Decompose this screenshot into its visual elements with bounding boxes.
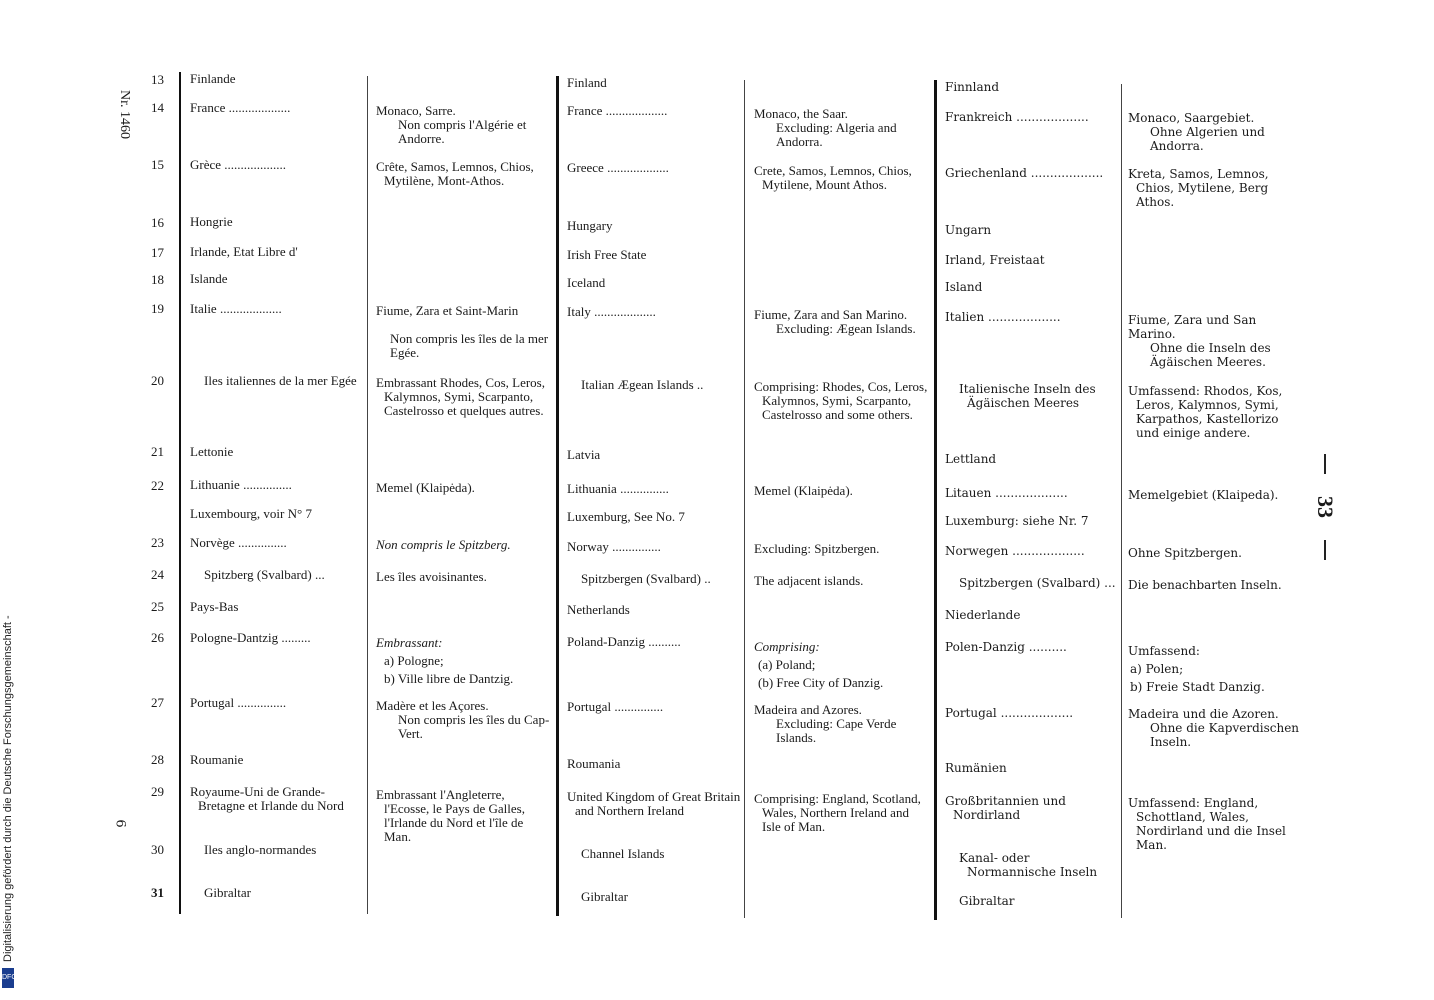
country-en: Iceland xyxy=(567,275,606,290)
row-number: 19 xyxy=(151,301,164,316)
note-fr: Non compris le Spitzberg. xyxy=(376,537,511,552)
country-en: Finland xyxy=(567,75,607,90)
note-de: Kreta, Samos, Lemnos, Chios, Mytilene, Berg Athos. xyxy=(1128,167,1269,209)
country-fr: Irlande, Etat Libre d' xyxy=(190,244,298,259)
rule-fr-en xyxy=(556,76,559,916)
note-de: Umfassend: a) Polen; b) Freie Stadt Danzig. xyxy=(1128,644,1265,694)
country-fr: France ................... xyxy=(190,100,291,115)
country-de: Niederlande xyxy=(945,608,1021,622)
country-en: France ................... xyxy=(567,103,668,118)
row-number: 16 xyxy=(151,215,164,230)
country-de: Finnland xyxy=(945,80,1000,94)
country-de: Spitzbergen (Svalbard) ... xyxy=(959,576,1116,590)
country-de: Litauen ................... xyxy=(945,486,1068,500)
row-number: 24 xyxy=(151,567,164,582)
note-en: Comprising: England, Scotland, Wales, Northern Ireland and Isle of Man. xyxy=(754,791,921,834)
row-number: 27 xyxy=(151,695,164,710)
row-number: 23 xyxy=(151,535,164,550)
country-de: Lettland xyxy=(945,452,997,466)
note-en: Fiume, Zara and San Marino. Excluding: Ægean Islands. xyxy=(754,307,916,336)
note-fr: Embrassant Rhodes, Cos, Leros, Kalymnos, Symi, Scarpanto, Castelrosso et quelques autres. xyxy=(376,375,545,418)
country-en: Poland-Danzig .......... xyxy=(567,634,681,649)
note-fr: Embrassant: a) Pologne; b) Ville libre de Dantzig. xyxy=(376,635,514,686)
country-fr: Spitzberg (Svalbard) ... xyxy=(204,567,325,582)
row-number: 13 xyxy=(151,72,164,87)
country-de: Island xyxy=(945,280,983,294)
country-de: Frankreich ................... xyxy=(945,110,1089,124)
country-de: Gibraltar xyxy=(959,894,1015,908)
country-de: Portugal ................... xyxy=(945,706,1074,720)
country-fr: Islande xyxy=(190,271,228,286)
note-fr: Les îles avoisinantes. xyxy=(376,569,487,584)
note-fr: Monaco, Sarre. Non compris l'Algérie et Andorre. xyxy=(376,103,527,146)
country-de: Irland, Freistaat xyxy=(945,253,1045,267)
country-fr: Pologne-Dantzig ......... xyxy=(190,630,311,645)
country-en: Italy ................... xyxy=(567,304,656,319)
country-fr: Iles anglo-normandes xyxy=(204,842,317,857)
note-en: Comprising: (a) Poland; (b) Free City of Danzig. xyxy=(754,639,884,690)
country-en: Portugal ............... xyxy=(567,699,664,714)
row-number: 30 xyxy=(151,842,164,857)
note-en: Excluding: Spitzbergen. xyxy=(754,541,880,556)
country-en: Italian Ægean Islands .. xyxy=(581,377,704,392)
country-en: Hungary xyxy=(567,218,613,233)
country-fr: Lettonie xyxy=(190,444,234,459)
rule-en-de xyxy=(934,80,937,920)
note-de: Die benachbarten Inseln. xyxy=(1128,578,1282,592)
country-en: Luxemburg, See No. 7 xyxy=(567,509,685,524)
note-de: Umfassend: Rhodos, Kos, Leros, Kalymnos, Symi, Karpathos, Kastellorizo und einige andere. xyxy=(1128,384,1283,440)
country-en: Gibraltar xyxy=(581,889,628,904)
row-number: 20 xyxy=(151,373,164,388)
note-en: Monaco, the Saar. Excluding: Algeria and Andorra. xyxy=(754,106,897,149)
country-de: Rumänien xyxy=(945,761,1007,775)
country-en: Latvia xyxy=(567,447,601,462)
country-de: Italien ................... xyxy=(945,310,1061,324)
country-de: Griechenland ................... xyxy=(945,166,1104,180)
note-fr: Memel (Klaipėda). xyxy=(376,480,475,495)
dfg-logo: DFG xyxy=(2,968,14,988)
note-de: Umfassend: England, Schottland, Wales, Nordirland und die Insel Man. xyxy=(1128,796,1286,852)
row-number: 18 xyxy=(151,272,164,287)
note-fr: Madère et les Açores. Non compris les îles du Cap-Vert. xyxy=(376,698,550,741)
note-de: Ohne Spitzbergen. xyxy=(1128,546,1242,560)
country-en: Irish Free State xyxy=(567,247,647,262)
note-en: Madeira and Azores. Excluding: Cape Verde Islands. xyxy=(754,702,897,745)
row-number: 17 xyxy=(151,245,164,260)
country-en: Netherlands xyxy=(567,602,630,617)
country-fr: Luxembourg, voir N° 7 xyxy=(190,506,312,521)
country-fr: Royaume-Uni de Grande-Bretagne et Irlande du Nord xyxy=(190,784,344,813)
country-fr: Norvège ............... xyxy=(190,535,287,550)
rule-en-note xyxy=(744,80,745,918)
country-fr: Hongrie xyxy=(190,214,233,229)
row-number: 14 xyxy=(151,100,164,115)
country-en: Norway ............... xyxy=(567,539,661,554)
page-number-right: 33 xyxy=(1313,496,1338,518)
note-de: Memelgebiet (Klaipeda). xyxy=(1128,488,1279,502)
note-fr: Fiume, Zara et Saint-Marin Non compris les îles de la mer Egée. xyxy=(376,303,549,360)
row-number: 29 xyxy=(151,784,164,799)
row-number: 31 xyxy=(151,885,164,900)
country-en: Roumania xyxy=(567,756,621,771)
country-fr: Iles italiennes de la mer Egée xyxy=(204,373,357,388)
country-en: Lithuania ............... xyxy=(567,481,669,496)
row-number: 26 xyxy=(151,630,164,645)
note-en: Comprising: Rhodes, Cos, Leros, Kalymnos, Symi, Scarpanto, Castelrosso and some others. xyxy=(754,379,928,422)
country-fr: Pays-Bas xyxy=(190,599,239,614)
right-margin-rule-top xyxy=(1324,454,1326,474)
rule-de-note xyxy=(1121,84,1122,918)
country-de: Norwegen ................... xyxy=(945,544,1085,558)
country-de: Ungarn xyxy=(945,223,992,237)
note-en: Crete, Samos, Lemnos, Chios, Mytilene, Mount Athos. xyxy=(754,163,912,192)
note-fr: Crête, Samos, Lemnos, Chios, Mytilène, Mont-Athos. xyxy=(376,159,534,188)
right-margin-rule-bottom xyxy=(1324,540,1326,560)
country-de: Kanal- oder Normannische Inseln xyxy=(959,851,1098,879)
row-number: 22 xyxy=(151,478,164,493)
country-de: Luxemburg: siehe Nr. 7 xyxy=(945,514,1089,528)
note-en: The adjacent islands. xyxy=(754,573,864,588)
country-en: Channel Islands xyxy=(581,846,665,861)
digitization-note: Digitalisierung gefördert durch die Deutsche Forschungsgemeinschaft - xyxy=(2,615,14,962)
row-number: 21 xyxy=(151,444,164,459)
country-de: Großbritannien und Nordirland xyxy=(945,794,1066,822)
country-fr: Lithuanie ............... xyxy=(190,477,292,492)
row-number: 28 xyxy=(151,752,164,767)
country-de: Polen-Danzig .......... xyxy=(945,640,1067,654)
row-number: 25 xyxy=(151,599,164,614)
page-number-left: 6 xyxy=(112,819,128,828)
country-fr: Gibraltar xyxy=(204,885,251,900)
row-number: 15 xyxy=(151,157,164,172)
country-en: Spitzbergen (Svalbard) .. xyxy=(581,571,711,586)
note-de: Monaco, Saargebiet. Ohne Algerien und Andorra. xyxy=(1128,111,1265,153)
note-fr: Embrassant l'Angleterre, l'Ecosse, le Pays de Galles, l'Irlande du Nord et l'île de Man. xyxy=(376,787,525,844)
country-fr: Grèce ................... xyxy=(190,157,287,172)
rule-num-fr xyxy=(179,72,181,914)
country-de: Italienische Inseln des Ägäischen Meeres xyxy=(959,382,1096,410)
country-en: United Kingdom of Great Britain and Northern Ireland xyxy=(567,789,741,818)
country-en: Greece ................... xyxy=(567,160,669,175)
country-fr: Italie ................... xyxy=(190,301,282,316)
page-label: Nr. 1460 xyxy=(117,90,132,139)
note-en: Memel (Klaipėda). xyxy=(754,483,853,498)
note-de: Fiume, Zara und San Marino. Ohne die Inseln des Ägäischen Meeres. xyxy=(1128,313,1271,369)
country-fr: Portugal ............... xyxy=(190,695,287,710)
rule-fr-note xyxy=(367,76,368,914)
note-de: Madeira und die Azoren. Ohne die Kapverdischen Inseln. xyxy=(1128,707,1300,749)
country-fr: Roumanie xyxy=(190,752,244,767)
country-fr: Finlande xyxy=(190,71,236,86)
